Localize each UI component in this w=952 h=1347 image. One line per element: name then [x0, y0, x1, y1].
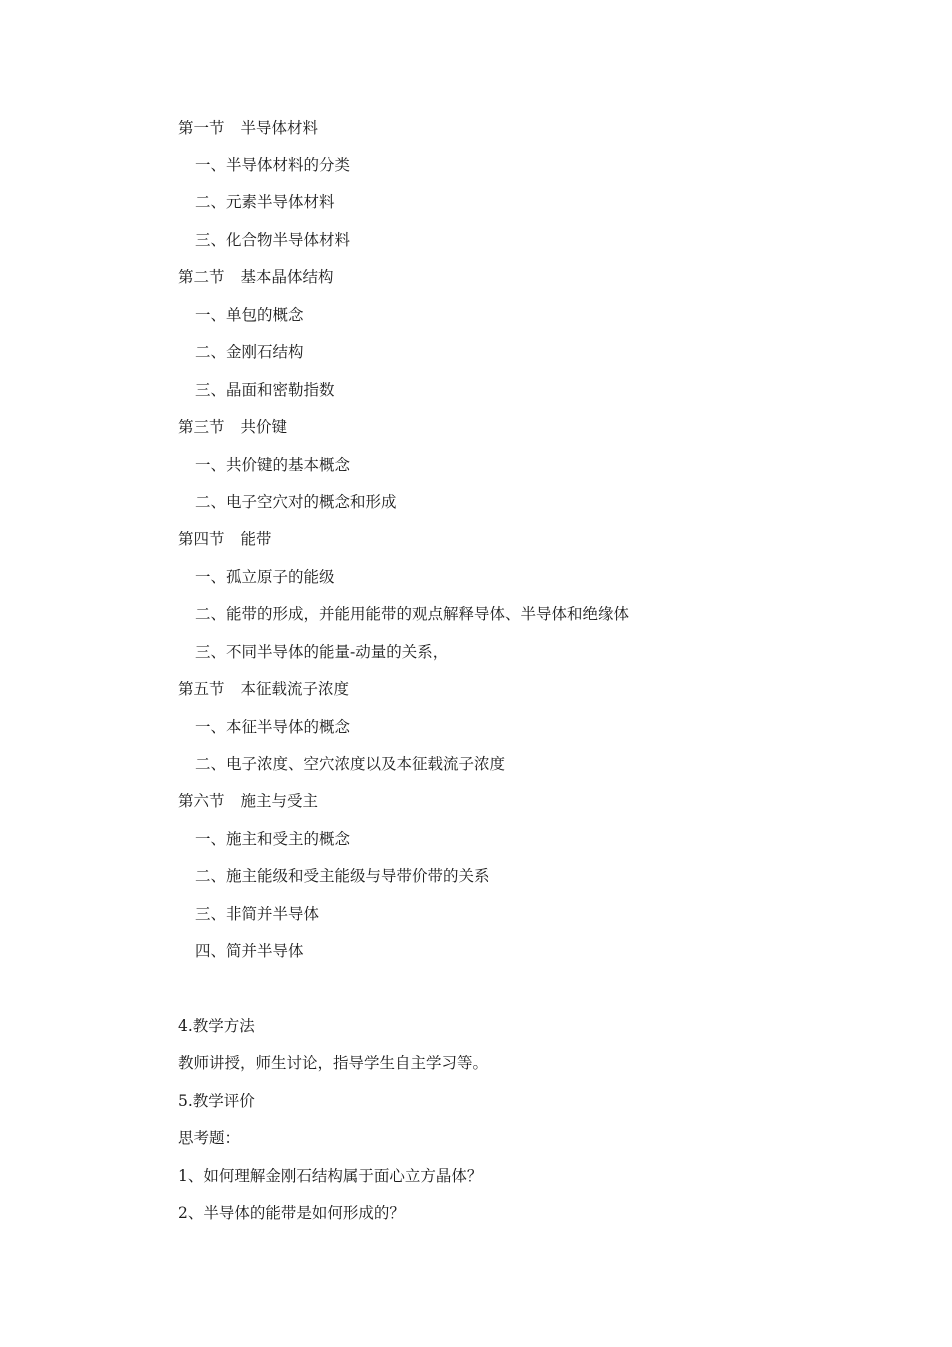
section-number: 第四节	[178, 530, 225, 548]
questions-label: 思考题：	[178, 1129, 241, 1147]
section-heading	[178, 266, 334, 288]
outline-item: 一、本征半导体的概念	[195, 718, 351, 736]
section-heading	[178, 790, 318, 812]
outline-item: 一、孤立原子的能级	[195, 568, 335, 586]
outline-item: 一、半导体材料的分类	[195, 156, 351, 174]
section-number: 第二节	[178, 268, 225, 286]
outline-item: 三、晶面和密勒指数	[195, 381, 335, 399]
section-number: 第五节	[178, 680, 225, 698]
section-number: 第三节	[178, 418, 225, 436]
outline-item: 三、不同半导体的能量-动量的关系，	[195, 643, 449, 661]
outline-item: 三、化合物半导体材料	[195, 231, 351, 249]
section-title: 基本晶体结构	[240, 268, 334, 286]
outline-item: 二、电子空穴对的概念和形成	[195, 493, 397, 511]
section-title: 施主与受主	[240, 792, 319, 810]
section-heading	[178, 416, 287, 438]
section-number: 第一节	[178, 119, 225, 137]
method-text: 教师讲授，师生讨论，指导学生自主学习等。	[178, 1054, 489, 1072]
section-number: 第六节	[178, 792, 225, 810]
outline-item: 三、非简并半导体	[195, 905, 320, 923]
section-title: 共价键	[240, 418, 288, 436]
outline-item: 二、元素半导体材料	[195, 193, 335, 211]
outline-item: 四、简并半导体	[195, 942, 304, 960]
section-title: 本征载流子浓度	[240, 680, 350, 698]
section-title: 半导体材料	[240, 119, 319, 137]
outline-item: 二、能带的形成，并能用能带的观点解释导体、半导体和绝缘体	[195, 605, 630, 623]
outline-item: 一、施主和受主的概念	[195, 830, 351, 848]
section-heading	[178, 678, 349, 700]
outline-item: 二、电子浓度、空穴浓度以及本征载流子浓度	[195, 755, 506, 773]
section-heading	[178, 528, 272, 550]
outline-item: 一、共价键的基本概念	[195, 456, 351, 474]
method-heading: 4.教学方法	[178, 1017, 255, 1035]
question-item: 1、如何理解金刚石结构属于面心立方晶体？	[178, 1167, 483, 1185]
section-heading	[178, 117, 318, 139]
evaluation-heading: 5.教学评价	[178, 1092, 255, 1110]
section-title: 能带	[240, 530, 272, 548]
outline-item: 一、单包的概念	[195, 306, 304, 324]
outline-item: 二、施主能级和受主能级与导带价带的关系	[195, 867, 490, 885]
outline-item: 二、金刚石结构	[195, 343, 304, 361]
question-item: 2、半导体的能带是如何形成的？	[178, 1204, 405, 1222]
